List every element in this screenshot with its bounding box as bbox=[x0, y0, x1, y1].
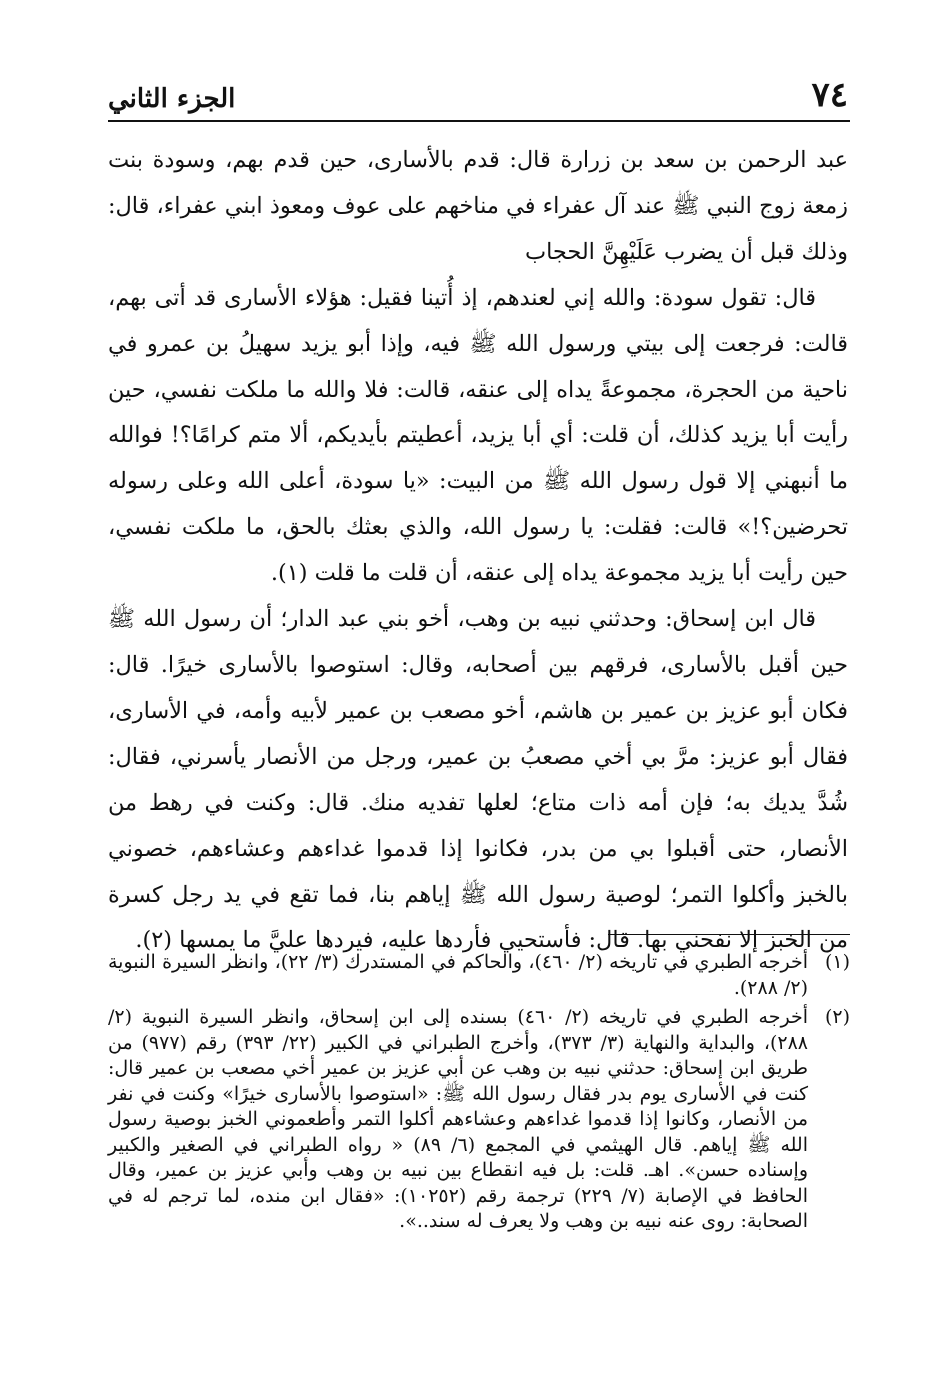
paragraph: قال: تقول سودة: والله إني لعندهم، إذ أُتينا فقيل: هؤلاء الأسارى قد أتى بهم، قالت: فرجعت إلى بيتي ورسول الله ﷺ فيه، وإذا أبو يزيد سهيلُ بن عمرو في ناحية من الحجرة، مجموعةً يداه إلى عنقه، قالت: فلا والله ما ملكت نفسي، حين رأيت أبا يزيد كذلك، أن قلت: أي أبا يزيد، أعطيتم بأيديكم، ألا متم كرامًا؟! فوالله ما أنبهني إلا قول رسول الله ﷺ من البيت: «يا سودة، أعلى الله وعلى رسوله تحرضين؟!» قالت: فقلت: يا رسول الله، والذي بعثك بالحق، ما ملكت نفسي، حين رأيت أبا يزيد مجموعة يداه إلى عنقه، أن قلت ما قلت (١). bbox=[108, 284, 848, 587]
paragraph: قال ابن إسحاق: وحدثني نبيه بن وهب، أخو بني عبد الدار؛ أن رسول الله ﷺ حين أقبل بالأسارى، فرقهم بين أصحابه، وقال: استوصوا بالأسارى خيرًا. قال: فكان أبو عزيز بن عمير بن هاشم، أخو مصعب بن عمير لأبيه وأمه، في الأسارى، فقال أبو عزيز: مرَّ بي أخي مصعبُ بن عمير، ورجل من الأنصار يأسرني، فقال: شُدَّ يديك به؛ فإن أمه ذات متاع؛ لعلها تفديه منك. قال: وكنت في رهط من الأنصار، حتى أقبلوا بي من بدر، فكانوا إذا قدموا غداءهم وعشاءهم، خصوني بالخبز وأكلوا التمر؛ لوصية رسول الله ﷺ إياهم بنا، فما تقع في يد رجل كسرة من الخبز إلا نفحني بها. قال: فأستحيي فأردها عليه، فيردها عليَّ ما يمسها (٢). bbox=[108, 606, 848, 954]
running-title: الجزء الثاني bbox=[108, 84, 236, 114]
footnote bbox=[108, 1005, 850, 1235]
main-text bbox=[108, 138, 848, 964]
header-rule bbox=[108, 120, 850, 122]
footnotes bbox=[108, 950, 850, 1239]
footnote-rule bbox=[608, 934, 850, 935]
page-number: ٧٤ bbox=[811, 75, 848, 115]
footnote-text: أخرجه الطبري في تاريخه (٢/ ٤٦٠) بسنده إلى ابن إسحاق، وانظر السيرة النبوية (٢/ ٢٨٨)، والبداية والنهاية (٣/ ٣٧٣)، وأخرج الطبراني في الكبير (٢٢/ ٣٩٣) رقم (٩٧٧) من طريق ابن إسحاق: حدثني نبيه بن وهب عن أبي عزيز بن عمير أخي مصعب بن عمير قال: كنت في الأسارى يوم بدر فقال رسول الله ﷺ: «استوصوا بالأسارى خيرًا» وكنت في نفر من الأنصار، وكانوا إذا قدموا غداءهم وعشاءهم أكلوا التمر وأطعموني الخبز بوصية رسول الله ﷺ إياهم. قال الهيثمي في المجمع (٦/ ٨٩) « رواه الطبراني في الصغير والكبير وإسناده حسن». اهـ. قلت: بل فيه انقطاع بين نبيه بن وهب وأبي عزيز بن عمير، وقال الحافظ في الإصابة (٧/ ٢٢٩) ترجمة رقم (١٠٢٥٢): «فقال ابن منده، لما ترجم له في الصحابة: روى عنه نبيه بن وهب ولا يعرف له سند..». bbox=[108, 1006, 808, 1232]
page-header bbox=[108, 62, 848, 115]
footnote-number: (٢) bbox=[824, 1006, 850, 1028]
footnote-number: (١) bbox=[824, 951, 850, 973]
footnote bbox=[108, 950, 850, 1001]
footnote-text: أخرجه الطبري في تاريخه (٢/ ٤٦٠)، والحاكم في المستدرك (٣/ ٢٢)، وانظر السيرة النبوية (٢/ ٢٨٨). bbox=[108, 951, 808, 999]
paragraph: عبد الرحمن بن سعد بن زرارة قال: قدم بالأسارى، حين قدم بهم، وسودة بنت زمعة زوج النبي ﷺ عند آل عفراء في مناخهم على عوف ومعوذ ابني عفراء، قال: وذلك قبل أن يضرب عَلَيْهِنَّ الحجاب bbox=[108, 147, 848, 265]
